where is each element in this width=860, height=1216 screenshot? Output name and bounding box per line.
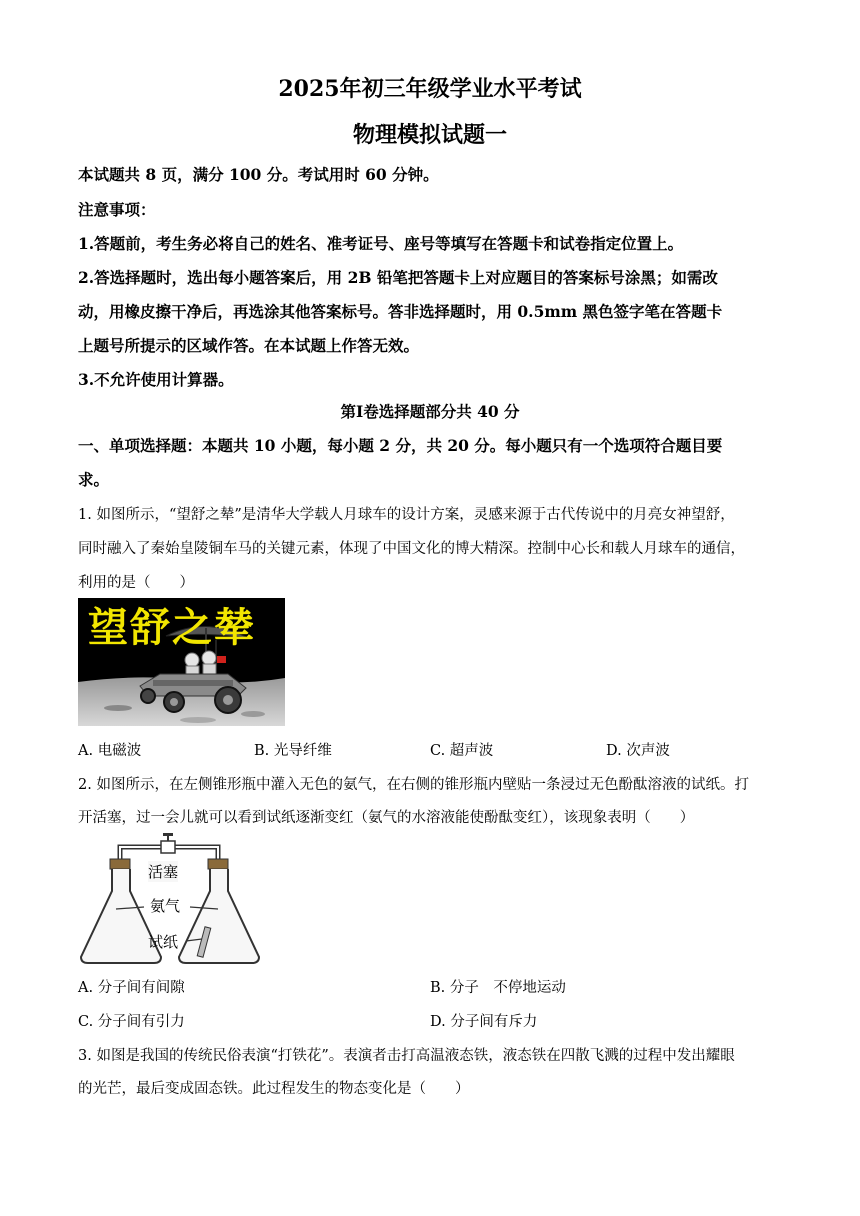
notice-line-3: 动，用橡皮擦干净后，再选涂其他答案标号。答非选择题时，用 0.5mm 黑色签字笔在答题卡 bbox=[78, 302, 723, 321]
label-test-paper: 试纸 bbox=[148, 933, 179, 951]
part-heading-line-2: 求。 bbox=[78, 470, 110, 489]
part-heading-line-1: 一、单项选择题：本题共 10 小题，每小题 2 分，共 20 分。每小题只有一个选项符合题目要 bbox=[78, 436, 723, 455]
label-stopcock: 活塞 bbox=[148, 863, 179, 881]
lunar-rover-image bbox=[78, 598, 285, 726]
q3-line-2: 的光芒，最后变成固态铁。此过程发生的物态变化是（ ） bbox=[78, 1081, 470, 1097]
q2-line-1: 2. 如图所示，在左侧锥形瓶中灌入无色的氨气，在右侧的锥形瓶内壁贴一条浸过无色酚酞溶液的试纸。打 bbox=[78, 777, 749, 793]
image-caption-text: 望舒之辇 bbox=[88, 604, 256, 651]
q2-option-a[interactable]: A. 分子间有间隙 bbox=[78, 980, 185, 996]
notice-heading: 注意事项： bbox=[78, 200, 156, 219]
q1-option-c[interactable]: C. 超声波 bbox=[430, 743, 494, 759]
flask-apparatus-figure bbox=[78, 833, 260, 965]
notice-line-4: 上题号所提示的区域作答。在本试题上作答无效。 bbox=[78, 336, 420, 355]
q1-option-d[interactable]: D. 次声波 bbox=[606, 743, 670, 759]
q1-option-b[interactable]: B. 光导纤维 bbox=[254, 743, 332, 759]
q2-line-2: 开活塞，过一会儿就可以看到试纸逐渐变红（氨气的水溶液能使酚酞变红），该现象表明（ ） bbox=[78, 810, 695, 826]
label-ammonia: 氨气 bbox=[150, 897, 181, 915]
section-title: 第Ⅰ卷选择题部分共 40 分 bbox=[340, 402, 520, 421]
q1-line-3: 利用的是（ ） bbox=[78, 575, 194, 591]
stopcock-icon bbox=[161, 841, 175, 853]
q1-line-2: 同时融入了秦始皇陵铜车马的关键元素，体现了中国文化的博大精深。控制中心长和载人月球车的通信， bbox=[78, 541, 745, 557]
notice-line-2: 2.答选择题时，选出每小题答案后，用 2B 铅笔把答题卡上对应题目的答案标号涂黑；如需改 bbox=[78, 268, 718, 287]
q2-option-c[interactable]: C. 分子间有引力 bbox=[78, 1014, 185, 1030]
q3-line-1: 3. 如图是我国的传统民俗表演“打铁花”。表演者击打高温液态铁，液态铁在四散飞溅的过程中发出耀眼 bbox=[78, 1048, 735, 1064]
exam-title: 2025年初三年级学业水平考试 bbox=[278, 76, 582, 102]
exam-subtitle: 物理模拟试题一 bbox=[352, 122, 507, 148]
q2-option-b[interactable]: B. 分子 不停地运动 bbox=[430, 980, 566, 996]
q1-option-a[interactable]: A. 电磁波 bbox=[78, 743, 142, 759]
notice-line-1: 1.答题前，考生务必将自己的姓名、准考证号、座号等填写在答题卡和试卷指定位置上。 bbox=[78, 234, 684, 253]
q2-option-d[interactable]: D. 分子间有斥力 bbox=[430, 1014, 538, 1030]
notice-line-5: 3.不允许使用计算器。 bbox=[78, 370, 234, 389]
q1-line-1: 1. 如图所示，“望舒之辇”是清华大学载人月球车的设计方案，灵感来源于古代传说中的月亮女神望舒， bbox=[78, 507, 735, 523]
exam-info: 本试题共 8 页，满分 100 分。考试用时 60 分钟。 bbox=[78, 165, 439, 184]
